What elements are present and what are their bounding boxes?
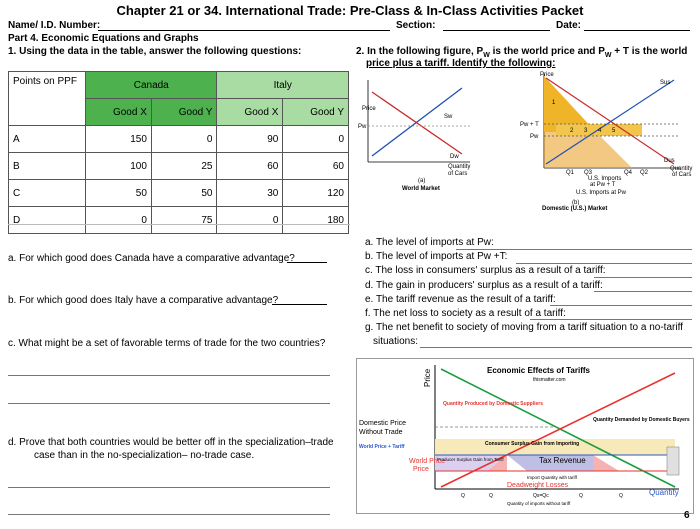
- question-b: b. For which good does Italy have a comparative advantage?: [8, 295, 279, 306]
- question-a: a. For which good does Canada have a comparative advantage?: [8, 253, 295, 264]
- world-market-figure: [358, 70, 478, 198]
- answer-line[interactable]: [516, 263, 692, 264]
- q-tick: Q: [619, 493, 623, 499]
- fig-b-price: Price: [540, 72, 554, 78]
- imports-without-tariff-label: Quantity of imports without tariff: [507, 501, 571, 506]
- page-title: Chapter 21 or 34. International Trade: Pre-Class & In-Class Activities Packet: [116, 3, 584, 18]
- fig-a-pw: Pw: [358, 124, 367, 130]
- table-cell: 180: [283, 207, 349, 234]
- question-1: 1. Using the data in the table, answer the following questions:: [8, 46, 302, 57]
- tax-revenue-label: Tax Revenue: [539, 456, 586, 465]
- fig-b-imports-t2: at Pw + T: [590, 182, 616, 188]
- table-cell: 25: [151, 153, 217, 180]
- fig-b-dus: Dus: [664, 158, 675, 164]
- tariff-effect-area: [544, 132, 632, 168]
- fig-b-market: Domestic (U.S.) Market: [542, 206, 608, 212]
- fig-b-pwt: Pw + T: [520, 122, 539, 128]
- question-d: d. Prove that both countries would be better off in the specialization–trade: [8, 437, 334, 448]
- answer-line[interactable]: [8, 375, 330, 376]
- part-heading: Part 4. Economic Equations and Graphs: [8, 33, 199, 44]
- fig-b-pw: Pw: [530, 134, 539, 140]
- points-header: Points on PPF: [9, 72, 86, 126]
- col-header: Good Y: [283, 99, 349, 126]
- world-supply-curve: [372, 88, 462, 156]
- ps-gain-label: Producer Surplus Gain from Tariff: [437, 457, 504, 462]
- section-field[interactable]: [443, 30, 550, 31]
- table-cell: 50: [86, 180, 152, 207]
- name-label: [8, 20, 100, 31]
- page-number: 6: [684, 510, 690, 521]
- world-price-label: World Price: [409, 458, 446, 465]
- world-price-tariff-label: World Price + Tariff: [359, 444, 405, 450]
- question-2-line2: price plus a tariff. Identify the following:: [366, 58, 556, 69]
- answer-line[interactable]: [8, 487, 330, 488]
- divider: [8, 224, 350, 225]
- side-tab: [667, 447, 679, 475]
- fig-a-dw: Dw: [450, 154, 459, 160]
- area-label: 1: [552, 100, 556, 106]
- identify-item: c. The loss in consumers' surplus as a result of a tariff:: [365, 265, 606, 277]
- table-cell: 0: [151, 126, 217, 153]
- identify-item: a. The level of imports at Pw:: [365, 237, 494, 248]
- question-d-line2: case than in the no-specialization– no-trade case.: [34, 450, 255, 461]
- q-label: Q3: [584, 170, 593, 176]
- date-field[interactable]: [584, 30, 690, 31]
- answer-a[interactable]: [287, 262, 327, 263]
- point-label: C: [9, 180, 86, 207]
- ppf-table: [8, 71, 349, 234]
- without-trade-label: Without Trade: [359, 429, 403, 436]
- area-label: 5: [612, 128, 616, 134]
- table-cell: 0: [86, 207, 152, 234]
- tariff-title: Economic Effects of Tariffs: [487, 366, 590, 375]
- table-row: [9, 126, 349, 153]
- answer-line[interactable]: [8, 514, 330, 515]
- identify-item: b. The level of imports at Pw +T:: [365, 251, 508, 263]
- q-label: Q2: [640, 170, 649, 176]
- answer-line[interactable]: [8, 403, 330, 404]
- point-label: A: [9, 126, 86, 153]
- table-cell: 50: [151, 180, 217, 207]
- fig-a-cars: of Cars: [448, 171, 468, 177]
- area-label: 2: [570, 128, 574, 134]
- tariff-price-axis: Price: [423, 368, 432, 387]
- area-label: 4: [598, 128, 602, 134]
- answer-line[interactable]: [420, 347, 692, 348]
- identify-item: g. The net benefit to society of moving from a tariff situation to a no-tariff: [365, 322, 683, 334]
- qty-demanded-label: Quantity Demanded by Domestic Buyers: [593, 417, 690, 423]
- identify-item: f. The net loss to society as a result of a tariff:: [365, 308, 566, 320]
- domestic-price-label: Domestic Price: [359, 420, 407, 427]
- table-cell: 150: [86, 126, 152, 153]
- cs-gain-label: Consumer Surplus Gain from Importing: [485, 441, 580, 447]
- point-label: B: [9, 153, 86, 180]
- quantity-axis-label: Quantity: [649, 488, 679, 497]
- answer-line[interactable]: [550, 305, 692, 306]
- tariff-site: thismatter.com: [533, 377, 566, 383]
- domestic-market-figure: [484, 70, 696, 198]
- col-header: Good X: [217, 99, 283, 126]
- table-row: [9, 153, 349, 180]
- italy-header: Italy: [217, 72, 349, 99]
- table-cell: 120: [283, 180, 349, 207]
- deadweight-label: Deadweight Losses: [507, 482, 569, 489]
- answer-line[interactable]: [594, 291, 692, 292]
- name-label-text: Name/ I.D. Number:: [8, 20, 101, 31]
- section-label: Section:: [396, 20, 436, 31]
- fig-a-qty: Quantity: [448, 164, 471, 170]
- identify-item: situations:: [373, 336, 419, 348]
- q-tick: Q: [489, 493, 493, 499]
- date-label: Date:: [556, 20, 582, 31]
- world-price-label2: Price: [413, 466, 429, 473]
- q-tick: Qs=Qc: [533, 493, 549, 499]
- qty-produced-label: Quantity Produced by Domestic Suppliers: [443, 401, 544, 407]
- fig-b-label: (b): [572, 200, 580, 206]
- identify-item: e. The tariff revenue as the result of a tariff:: [365, 293, 556, 305]
- canada-header: Canada: [86, 72, 217, 99]
- table-row: [9, 207, 349, 234]
- identify-item: d. The gain in producers' surplus as a result of a tariff:: [365, 279, 603, 291]
- answer-b[interactable]: [272, 304, 327, 305]
- identify-list: [365, 236, 695, 350]
- point-label: D: [9, 207, 86, 234]
- col-header: Good Y: [151, 99, 217, 126]
- fig-b-imports-t: U.S. Imports: [588, 176, 622, 182]
- table-cell: 60: [283, 153, 349, 180]
- answer-line[interactable]: [530, 319, 692, 320]
- table-cell: 0: [217, 207, 283, 234]
- table-cell: 30: [217, 180, 283, 207]
- table-cell: 100: [86, 153, 152, 180]
- table-row: [9, 180, 349, 207]
- answer-line[interactable]: [594, 277, 692, 278]
- world-demand-curve: [372, 92, 462, 154]
- table-cell: 0: [283, 126, 349, 153]
- area-label: 3: [584, 128, 588, 134]
- fig-a-sw: Sw: [444, 114, 453, 120]
- tariff-effects-figure: [357, 359, 691, 511]
- fig-b-cars: of Cars: [672, 172, 692, 178]
- table-cell: 75: [151, 207, 217, 234]
- fig-b-qty: Quantity: [670, 166, 693, 172]
- fig-b-imports-w: U.S. Imports at Pw: [576, 190, 627, 196]
- question-2: 2. In the following figure, $P_W$ is the world price and $P_W + T$ is the world: [356, 46, 688, 59]
- fig-a-market: World Market: [402, 186, 440, 192]
- q-label: Q4: [624, 170, 633, 176]
- q-tick: Q: [461, 493, 465, 499]
- name-field[interactable]: [98, 30, 390, 31]
- q-tick: Q: [579, 493, 583, 499]
- answer-line[interactable]: [456, 249, 692, 250]
- q-label: Q1: [566, 170, 575, 176]
- col-header: Good X: [86, 99, 152, 126]
- table-cell: 60: [217, 153, 283, 180]
- table-cell: 90: [217, 126, 283, 153]
- import-qty-label: Import Quantity with tariff: [527, 475, 577, 480]
- question-c: c. What might be a set of favorable terms of trade for the two countries?: [8, 338, 326, 349]
- fig-a-label: (a): [418, 178, 426, 184]
- fig-b-sus: Sus: [660, 80, 671, 86]
- fig-a-price-label: Price: [362, 106, 376, 112]
